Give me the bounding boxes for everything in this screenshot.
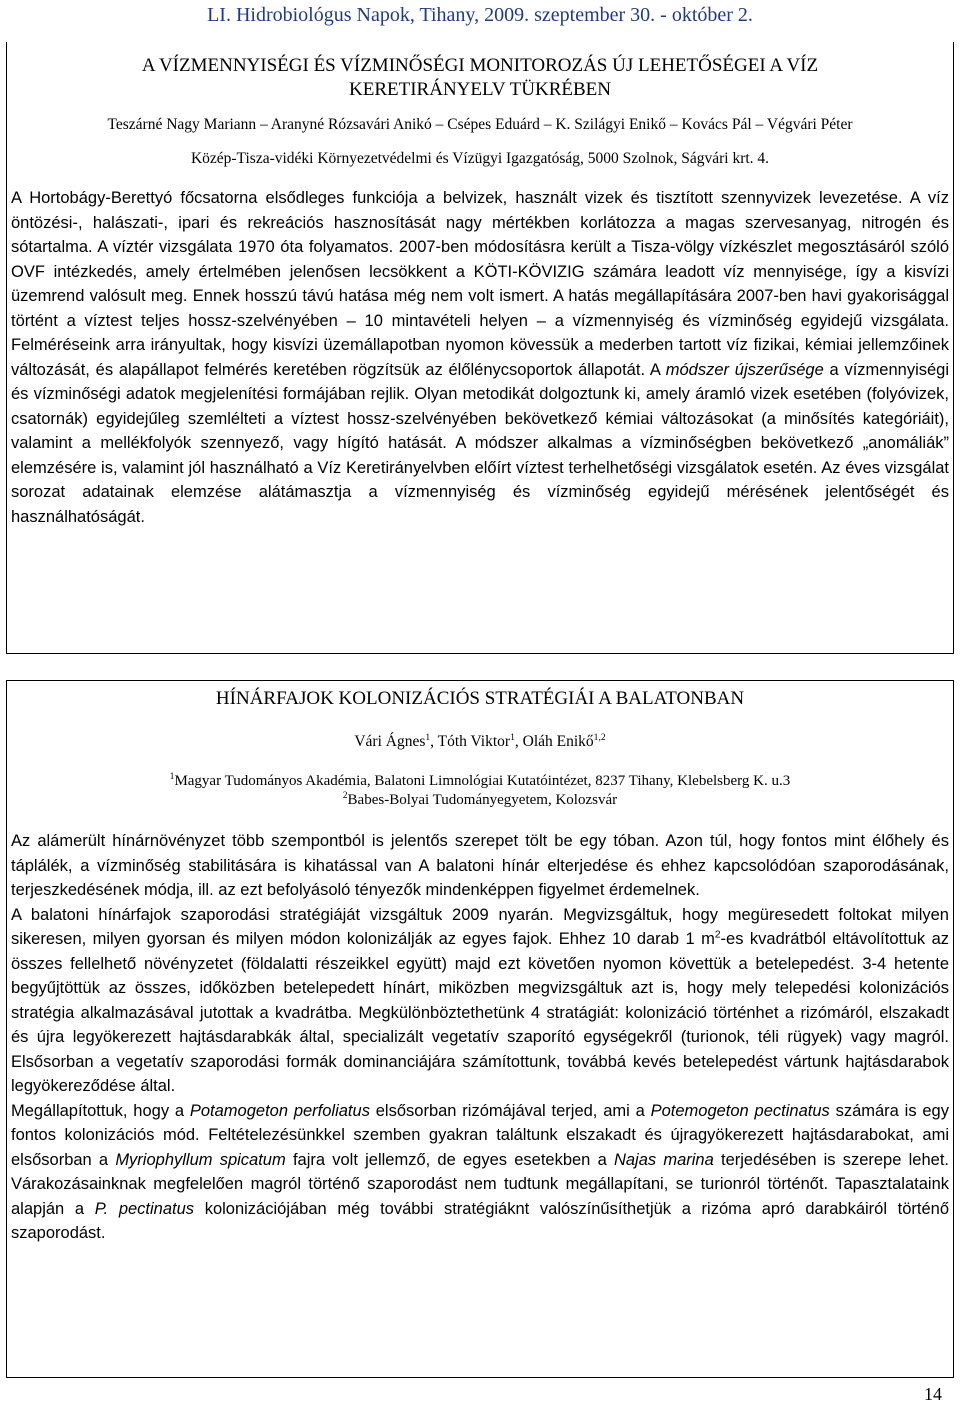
species-name: P. pectinatus: [94, 1199, 195, 1218]
affil-text: Babes-Bolyai Tudományegyetem, Kolozsvár: [347, 792, 618, 808]
author-affil-sup: 1: [425, 731, 431, 743]
affil-sup: 2: [342, 791, 348, 801]
p2-text-b: -es kvadrátból eltávolítottuk az összes fellelhető növényzetet (földalatti részeikkel együtt) majd ezt követően nyomon követtük a betelepedést. 3-4 hetente begyűjtöttük az összes, időközben betelepedett hínárt, miközben megvizsgáltuk azt is, hogy mely telepedési kolonizációs stratégia alkalmazásával jutottak a kvadrátba. Megkülönböztethetünk 4 stratágiát: kolonizáció történhet a rizómáról, elszakadt és újra legyökerezett hajtásdarabkák által, specializált vegetatív szaporító egységekről (turionok, téli rügyek) vagy magról. Elsősorban a vegetatív szaporodási formák dominanciájára számítottunk, továbbá kevés betelepedést vártunk hajtásdarabok legyökereződése által.: [11, 930, 949, 1095]
running-header: LI. Hidrobiológus Napok, Tihany, 2009. szeptember 30. - október 2.: [207, 4, 753, 26]
page-number: 14: [924, 1384, 942, 1404]
p3-text: elsősorban rizómájával terjed, ami a: [369, 1101, 651, 1120]
author-name: Oláh Enikő: [522, 733, 594, 750]
paragraph-1: Az alámerült hínárnövényzet több szempontból is jelentős szerepet tölt be egy tóban. Azon túl, hogy fontos mint élőhely és táplálék, a vízminőség stabilitására is kihatással van A balatoni hínár elterjedése és ehhez kapcsolódóan szaporodásának, terjeszkedésének módja, ill. az ezt befolyásoló tényezők mindenképpen figyelmet érdemelnek.: [11, 832, 949, 899]
paragraph-3: [11, 1099, 949, 1246]
paragraph-2: [11, 903, 949, 1099]
author-name: Vári Ágnes: [354, 733, 426, 750]
p3-text: számára is egy fontos kolonizációs mód. Feltételezésünkkel szemben gyakran találtunk elszakadt és újragyökerezett hajtásdarabokat, ami elsősorban a: [11, 1101, 949, 1169]
p3-text: kolonizációjában még további stratégiáknt valószínűsíthetjük a rizóma apró darabkáiról történő szaporodást.: [11, 1199, 950, 1242]
article-authors: Vári Ágnes$^1$, Tóth Viktor$^1$, Oláh Enikő$^{1,2}$: [354, 731, 606, 750]
affil-text: Magyar Tudományos Akadémia, Balatoni Limnológiai Kutatóintézet, 8237 Tihany, Klebelsberg K. u.3: [174, 773, 791, 789]
article-affiliation: Közép-Tisza-vidéki Környezetvédelmi és Vízügyi Igazgatóság, 5000 Szolnok, Ságvári krt. 4.: [190, 150, 770, 167]
author-affil-sup: 1,2: [593, 731, 606, 743]
p3-text: fajra volt jellemző, de egyes esetekben a: [285, 1150, 614, 1169]
body-italic: módszer újszerűsége: [665, 360, 824, 379]
author-affil-sup: 1: [510, 731, 515, 743]
abstract-box-2: [6, 680, 954, 1378]
affil-sup: 1: [169, 772, 175, 782]
abstract-box-1: [6, 42, 954, 654]
article-title: A VÍZMENNYISÉGI ÉS VÍZMINŐSÉGI MONITOROZÁS ÚJ LEHETŐSÉGEI A VÍZ KERETIRÁNYELV TÜKRÉBEN: [141, 55, 819, 100]
article-authors: Teszárné Nagy Mariann – Aranyné Rózsavári Anikó – Csépes Eduárd – K. Szilágyi Enikő – Kovács Pál – Végvári Péter: [107, 116, 853, 133]
species-name: Potamogeton perfoliatus: [189, 1101, 370, 1120]
p3-text: terjedésében is szerepe lehet. Várakozásainknak megfelelően magról történő szaporodást nem tudtunk megállapítani, se turionról történőt. Tapasztalataink alapján a: [11, 1150, 949, 1218]
article-title: HÍNÁRFAJOK KOLONIZÁCIÓS STRATÉGIÁI A BALATONBAN: [215, 688, 745, 709]
p3-text: Megállapítottuk, hogy a: [11, 1101, 190, 1120]
affiliation-2: [7, 792, 953, 809]
p2-text-a: A balatoni hínárfajok szaporodási stratégiáját vizsgáltuk 2009 nyarán. Megvizsgáltuk, hogy megüresedett foltokat milyen sikeresen, milyen gyorsan és milyen módon kolonizálják az egyes fajok. Ehhez 10 darab 1 m: [11, 905, 949, 948]
species-name: Najas marina: [613, 1150, 714, 1169]
p2-sup: 2: [714, 929, 721, 941]
body-text-a: A Hortobágy-Berettyó főcsatorna elsődleges funkciója a belvizek, használt vizek és tisztított szennyvizek levezetése. A víz öntözési-, halászati-, ipari és rekreációs hasznosítását nagy mértékben korlátozza a magas szervesanyag, nitrogén és sótartalma. A víztér vizsgálata 1970 óta folyamatos. 2007-ben módosításra került a Tisza-völgy vízkészlet megosztásáról szóló OVF intézkedés, amely értelmében jelenősen lecsökkent a KÖTI-KÖVIZIG számára leadott víz mennyisége, így a kisvízi üzemrend valósult meg. Ennek hosszú távú hatása még nem volt ismert. A hatás megállapítására 2007-ben havi gyakorisággal történt a víztest teljes hossz-szelvényében – 10 mintavételi helyen – a vízmennyiség és vízminőség egyidejű vizsgálata. Felméréseink arra irányultak, hogy kisvízi üzemállapotban nyomon kövessük a mederben tartott víz fizikai, kémiai jellemzőinek változását, és alapállapot felmérés keretében rögzítsük az élőlénycsoportok állapotát. A: [11, 189, 949, 379]
species-name: Potemogeton pectinatus: [650, 1101, 830, 1120]
species-name: Myriophyllum spicatum: [115, 1150, 286, 1169]
body-text-b: a vízmennyiségi és vízminőségi adatok megjelenítési formájában rejlik. Olyan metodikát dolgoztunk ki, amely áramló vizek esetében (folyóvizek, csatornák) egyidejűleg szemlélteti a víztest hossz-szelvényében bekövetkező kémiai változásokat (a minősítés kategóriáit), valamint a mellékfolyók szennyező, vagy hígító hatását. A módszer alkalmas a vízminőségben bekövetkező „anomáliák” elemzésére is, valamint jól használható a Víz Keretirányelvben előírt víztest terhelhetőségi vizsgálatok esetén. Az éves vizsgálat sorozat adatainak elemzése alátámasztja a vízmennyiség és vízminőség egyidejű mérésének jelentőségét és használhatóságát.: [11, 360, 950, 526]
abstract-body: [11, 186, 949, 529]
affiliation-1: [7, 773, 953, 790]
author-name: Tóth Viktor: [437, 733, 511, 750]
